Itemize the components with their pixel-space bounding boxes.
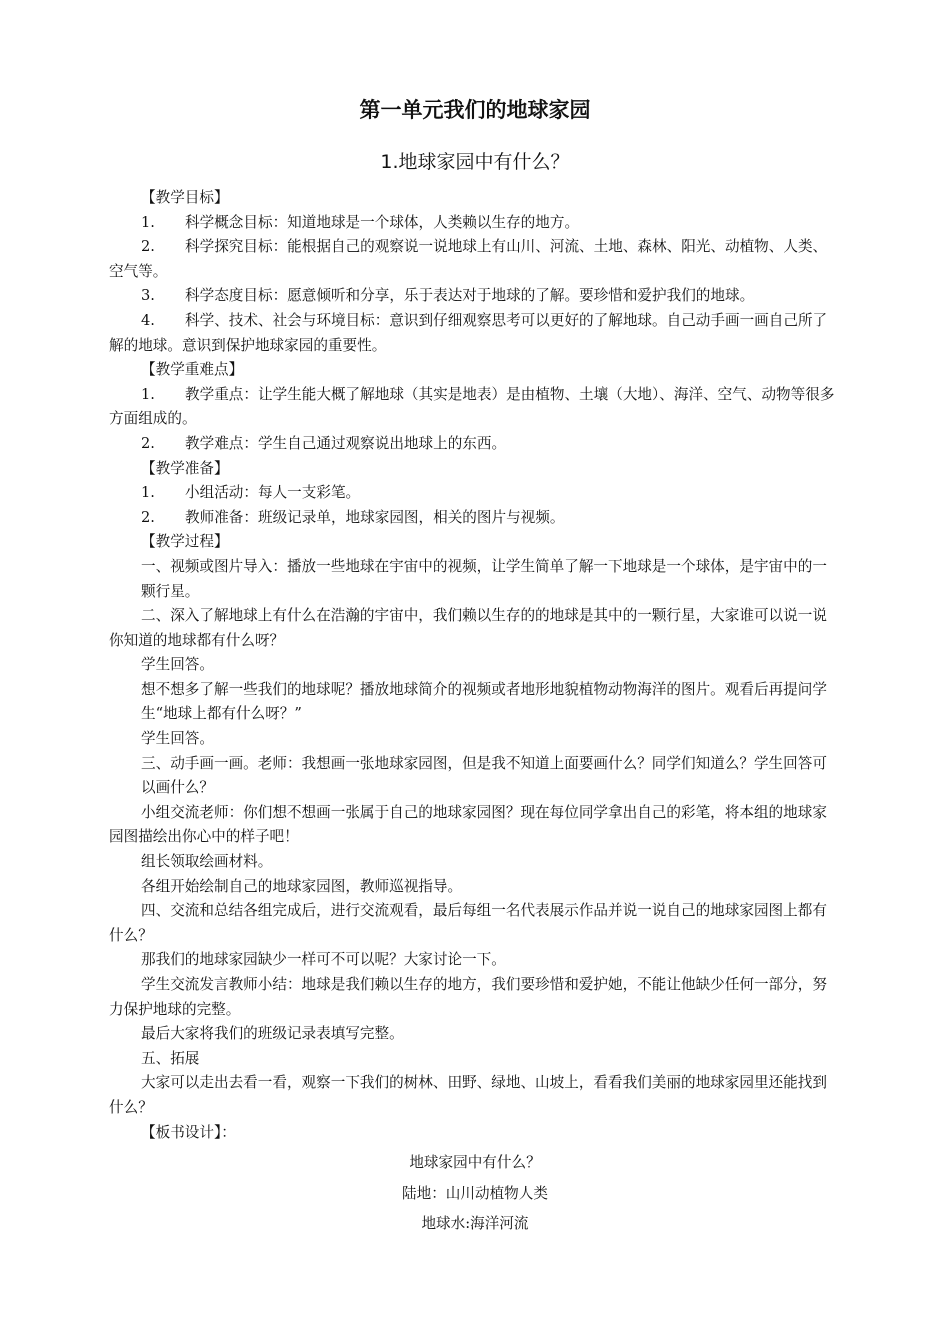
document-body	[109, 186, 841, 1237]
process-paragraph: 四、交流和总结各组完成后，进行交流观看，最后每组一名代表展示作品并说一说自己的地球家园图上都有什么？	[109, 902, 827, 944]
unit-title: 第一单元我们的地球家园	[359, 98, 591, 122]
section-heading-objectives: 【教学目标】	[141, 189, 229, 206]
preparation-item: 1. 小组活动：每人一支彩笔。	[141, 484, 361, 502]
process-paragraph: 学生回答。	[141, 730, 214, 748]
key-point-item: 1. 教学重点：让学生能大概了解地球（其实是地表）是由植物、土壤（大地）、海洋、空气、动物等很多方面组成的。	[109, 385, 835, 428]
process-paragraph: 一、视频或图片导入：播放一些地球在宇宙中的视频，让学生简单了解一下地球是一个球体，是宇宙中的一颗行星。	[141, 557, 827, 600]
process-paragraph: 各组开始绘制自己的地球家园图，教师巡视指导。	[141, 877, 463, 895]
objective-item: 4. 科学、技术、社会与环境目标：意识到仔细观察思考可以更好的了解地球。自己动手画一画自己所了解的地球。意识到保护地球家园的重要性。	[109, 311, 828, 354]
process-paragraph: 那我们的地球家园缺少一样可不可以呢？大家讨论一下。	[141, 951, 506, 969]
objective-item: 1. 科学概念目标：知道地球是一个球体，人类赖以生存的地方。	[141, 213, 580, 231]
key-point-item: 2. 教学难点：学生自己通过观察说出地球上的东西。	[141, 434, 507, 452]
board-line: 地球水:海洋河流	[421, 1215, 529, 1233]
process-paragraph: 二、深入了解地球上有什么在浩瀚的宇宙中，我们赖以生存的的地球是其中的一颗行星，大家谁可以说一说你知道的地球都有什么呀？	[109, 607, 827, 649]
board-line: 地球家园中有什么？	[409, 1154, 541, 1172]
process-paragraph: 组长领取绘画材料。	[141, 853, 273, 871]
section-heading-key-points: 【教学重难点】	[141, 361, 244, 379]
process-paragraph: 大家可以走出去看一看，观察一下我们的树林、田野、绿地、山坡上，看看我们美丽的地球家园里还能找到什么？	[109, 1074, 827, 1116]
process-paragraph: 学生回答。	[141, 656, 214, 674]
process-paragraph: 学生交流发言教师小结：地球是我们赖以生存的地方，我们要珍惜和爱护她，不能让他缺少任何一部分，努力保护地球的完整。	[109, 976, 827, 1018]
board-line: 陆地：山川动植物人类	[402, 1184, 548, 1202]
objective-item: 3. 科学态度目标：愿意倾听和分享，乐于表达对于地球的了解。要珍惜和爱护我们的地球。	[141, 287, 755, 305]
section-heading-board: 【板书设计】：	[141, 1123, 236, 1141]
process-paragraph: 小组交流老师：你们想不想画一张属于自己的地球家园图？现在每位同学拿出自己的彩笔，将本组的地球家园图描绘出你心中的样子吧！	[109, 803, 827, 846]
process-paragraph: 想不想多了解一些我们的地球呢？播放地球简介的视频或者地形地貌植物动物海洋的图片。观看后再提问学生“地球上都有什么呀？”	[141, 680, 827, 723]
lesson-title: 1.地球家园中有什么？	[380, 151, 570, 173]
process-paragraph: 五、拓展	[141, 1049, 200, 1067]
section-heading-preparation: 【教学准备】	[141, 459, 229, 477]
section-heading-process: 【教学过程】	[141, 533, 229, 551]
process-paragraph: 最后大家将我们的班级记录表填写完整。	[141, 1025, 404, 1043]
process-paragraph: 三、动手画一画。老师：我想画一张地球家园图，但是我不知道上面要画什么？同学们知道么？学生回答可以画什么？	[141, 754, 827, 797]
objective-item: 2. 科学探究目标：能根据自己的观察说一说地球上有山川、河流、土地、森林、阳光、动植物、人类、空气等。	[109, 238, 828, 280]
preparation-item: 2. 教师准备：班级记录单，地球家园图，相关的图片与视频。	[141, 508, 565, 526]
